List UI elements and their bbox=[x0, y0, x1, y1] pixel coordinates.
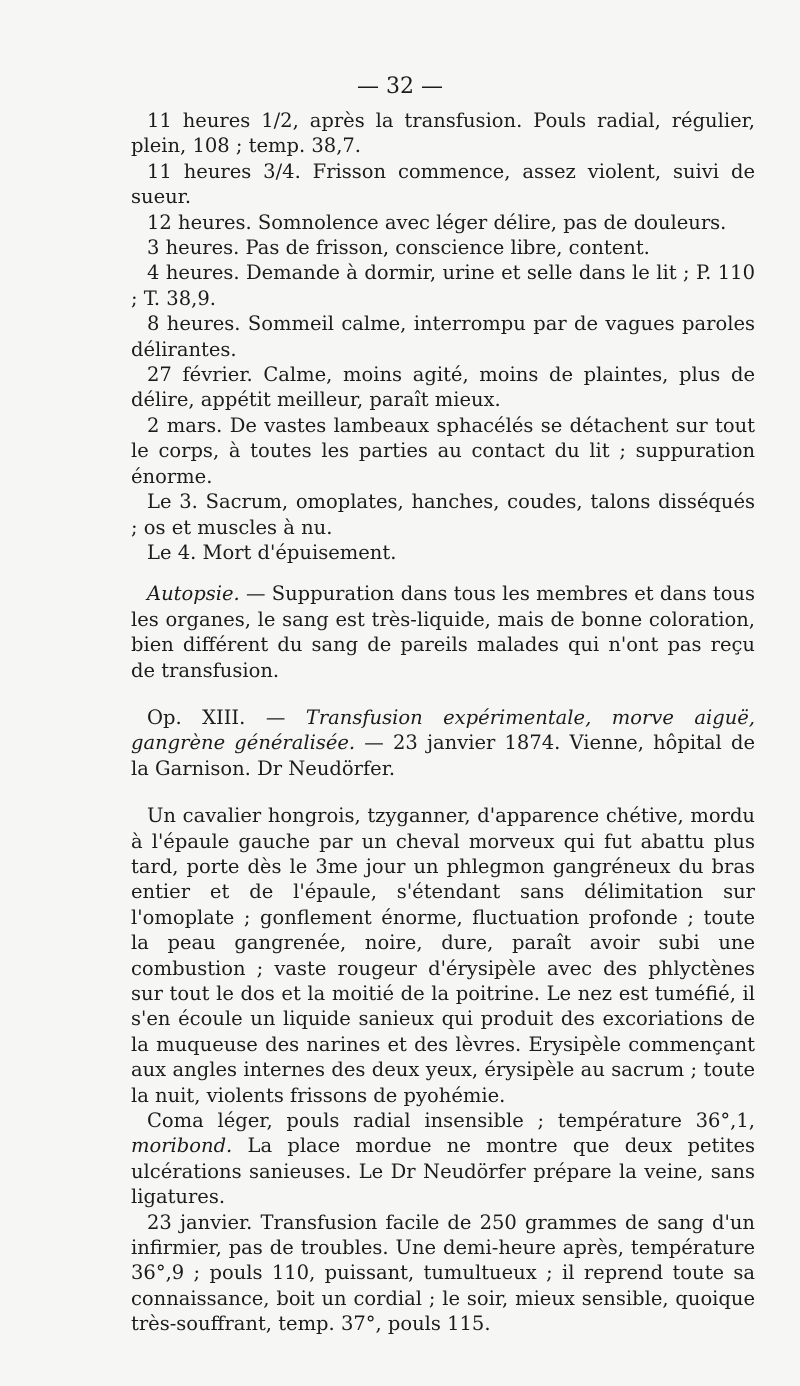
paragraph: 11 heures 1/2, après la transfusion. Pouls radial, régulier, plein, 108 ; temp. 38,7. bbox=[131, 109, 755, 158]
paragraph: 2 mars. De vastes lambeaux sphacélés se détachent sur tout le corps, à toutes les parties au contact du lit ; suppuration énorme. bbox=[131, 413, 755, 488]
coma-paragraph bbox=[131, 1108, 755, 1210]
text-block bbox=[131, 108, 755, 1337]
paragraph: 11 heures 3/4. Frisson commence, assez violent, suivi de sueur. bbox=[131, 159, 755, 209]
paragraph: Le 4. Mort d'épuisement. bbox=[147, 540, 397, 564]
case-paragraph: Un cavalier hongrois, tzyganner, d'apparence chétive, mordu à l'épaule gauche par un cheval morveux qui fut abattu plus tard, porte dès le 3me jour un phlegmon gangréneux du bras entier et de l'épaule, s'étendant sans délimitation sur l'omoplate ; gonflement énorme, fluctuation profonde ; toute la peau gangrenée, noire, dure, paraît avoir subi une combustion ; vaste rougeur d'érysipèle avec des phlyctènes sur tout le dos et la moitié de la poitrine. Le nez est tuméfié, il s'en écoule un liquide sanieux qui produit des excoriations de la muqueuse des narines et des lèvres. Erysipèle commençant aux angles internes des deux yeux, érysipèle au sacrum ; toute la nuit, violents frissons de pyohémie. bbox=[131, 804, 755, 1107]
paragraph: 27 février. Calme, moins agité, moins de plaintes, plus de délire, appétit meilleur, paraît mieux. bbox=[131, 363, 755, 412]
coma-before: Coma léger, pouls radial insensible ; température 36°,1, bbox=[147, 1109, 755, 1133]
paragraph: Le 3. Sacrum, omoplates, hanches, coudes, talons disséqués ; os et muscles à nu. bbox=[131, 490, 755, 539]
observation-title: Transfusion expérimentale, morve aiguë, gangrène généralisée. bbox=[131, 705, 755, 755]
autopsy-paragraph bbox=[131, 581, 755, 683]
transfusion-paragraph: 23 janvier. Transfusion facile de 250 grammes de sang d'un infirmier, pas de troubles. Une demi-heure après, température 36°,9 ; pouls 110, puissant, tumultueux ; il reprend toute sa connaissance, boit un cordial ; le soir, mieux sensible, quoique très-souffrant, temp. 37°, pouls 115. bbox=[131, 1210, 755, 1336]
coma-italic: moribond. bbox=[131, 1134, 233, 1158]
coma-after: La place mordue ne montre que deux petites ulcérations sanieuses. Le Dr Neudörfer prépare la veine, sans ligatures. bbox=[131, 1134, 755, 1209]
dash: — bbox=[245, 705, 306, 729]
page-number: — 32 — bbox=[357, 74, 443, 99]
paragraph: 12 heures. Somnolence avec léger délire, pas de douleurs. bbox=[147, 210, 727, 234]
observation-text: — 23 janvier 1874. Vienne, hôpital de la Garnison. Dr Neudörfer. bbox=[131, 731, 755, 780]
observation-number: Op. XIII. bbox=[147, 705, 246, 729]
paragraph: 8 heures. Sommeil calme, interrompu par de vagues paroles délirantes. bbox=[131, 312, 755, 361]
autopsy-label: Autopsie. bbox=[147, 582, 240, 606]
observation-heading bbox=[131, 705, 755, 781]
autopsy-text: — Suppuration dans tous les membres et dans tous les organes, le sang est très-liquide, mais de bonne coloration, bien différent du sang de pareils malades qui n'ont pas reçu de transfusion. bbox=[131, 582, 755, 682]
paragraph: 3 heures. Pas de frisson, conscience libre, content. bbox=[147, 236, 650, 260]
paragraph: 4 heures. Demande à dormir, urine et selle dans le lit ; P. 110 ; T. 38,9. bbox=[131, 261, 755, 310]
